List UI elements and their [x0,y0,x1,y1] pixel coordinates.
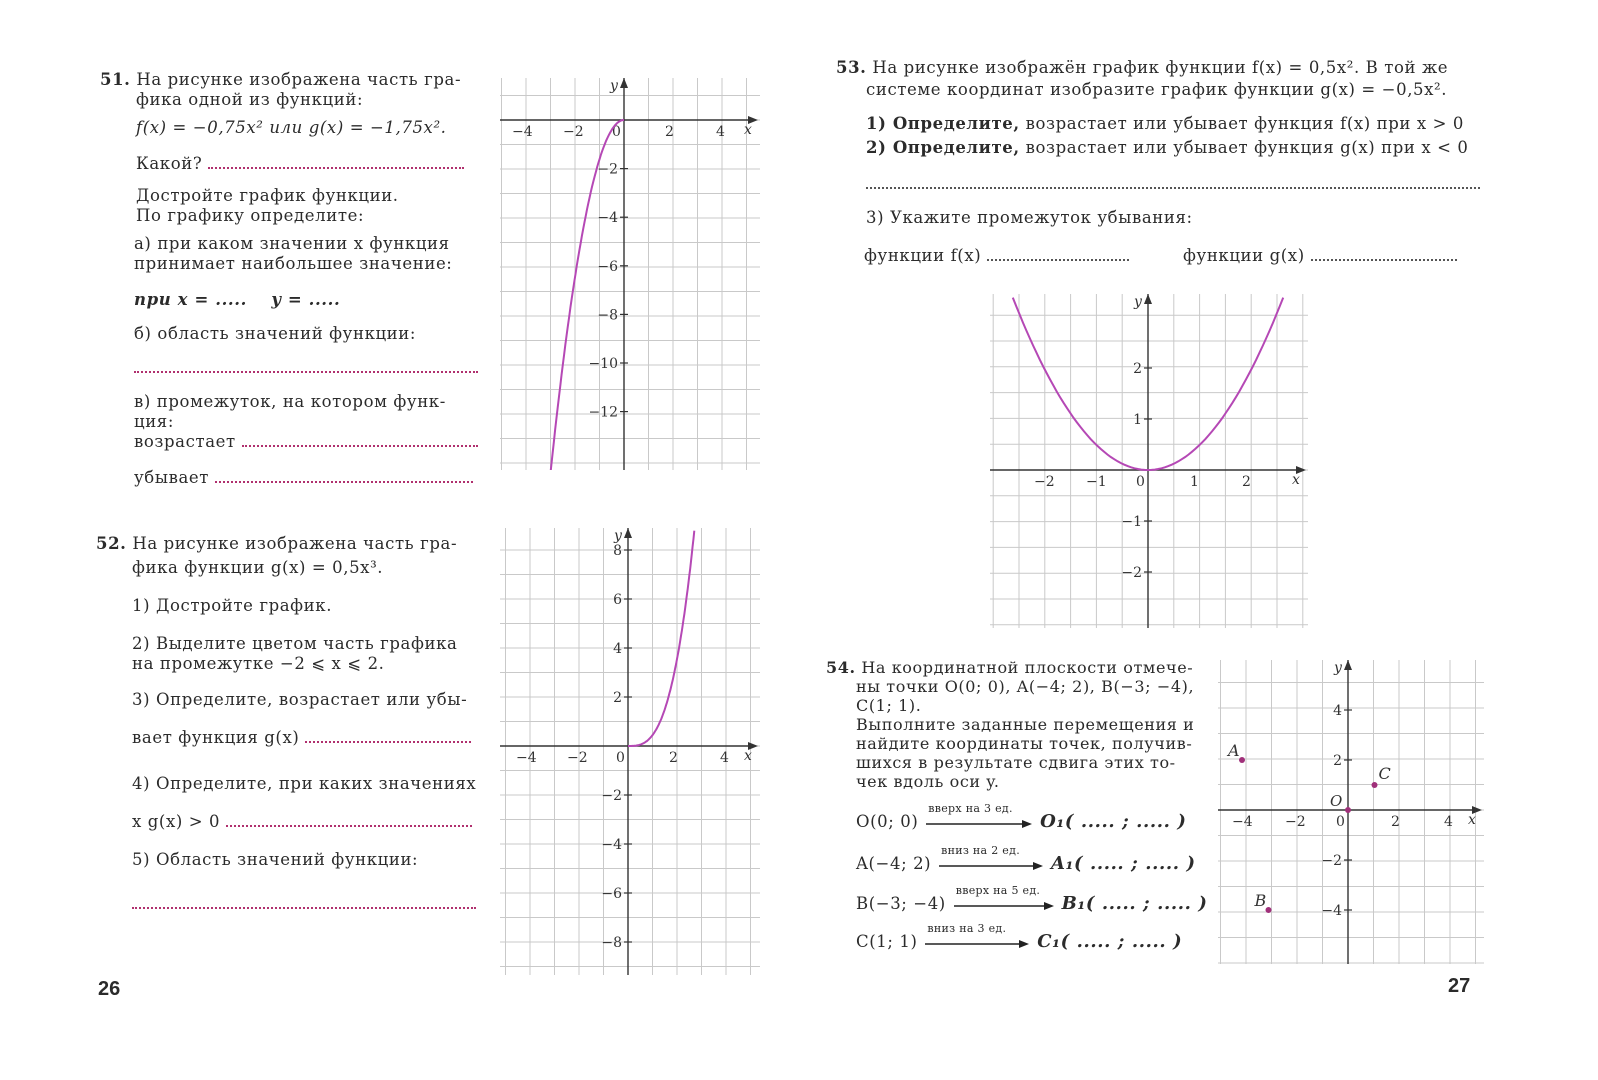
graph-52-curve [628,531,694,746]
ex52-q4-row [96,812,476,832]
graph-52-tick-labels [516,528,752,951]
ex51-a-answer-x[interactable]: при x = ..... [134,290,247,309]
ex51-increase-row [100,432,478,452]
ex52-q3-row [96,728,476,748]
graph-51 [500,70,760,470]
ex52-q3-line1: 3) Определите, возрастает или убы- [132,690,468,709]
move-3-label: вниз на 3 ед. [927,922,1007,935]
point-marker [1345,807,1351,813]
y-axis-label: y [614,528,622,544]
x-axis-label: x [744,122,752,138]
page-number-left: 26 [98,978,121,1000]
y-tick-label: −4 [597,210,618,227]
ex51-b: б) область значений функции: [134,324,417,343]
arrow-right-icon [954,901,1054,911]
ex54-move-3 [856,922,1183,952]
ex53-q1-bold: 1) Определите, [866,114,1020,133]
y-tick-label: 4 [613,641,622,657]
graph-54-tick-labels [1232,660,1476,919]
point-label: B [1254,891,1267,910]
ex51-text [100,70,478,488]
ex53-q2-rest: возрастает или убывает функция g(x) при x < 0 [1025,138,1469,157]
ex52-q5-answer-line[interactable] [132,899,476,909]
move-0-arrow [926,802,1032,827]
x-tick-label: 0 [1136,474,1145,490]
ex51-v-line1: в) промежуток, на котором функ- [134,392,446,411]
y-tick-label: −8 [597,307,618,324]
x-tick-label: 0 [612,124,621,140]
x-tick-label: −2 [567,750,588,766]
point-marker [1239,757,1245,763]
y-tick-label: −2 [1321,853,1342,869]
graph-53 [990,288,1308,628]
ex54-l2: ны точки O(0; 0), A(−4; 2), B(−3; −4), [856,677,1195,696]
ex53-q3: 3) Укажите промежуток убывания: [866,208,1193,227]
ex52-q4-line1: 4) Определите, при каких значениях [132,774,477,793]
ex51-which-row [100,154,478,174]
move-1-label: вниз на 2 ед. [941,844,1020,857]
y-tick-label: −2 [1121,565,1142,581]
graph-53-grid [990,294,1308,628]
ex54-l4: Выполните заданные перемещения и [856,715,1195,734]
x-tick-label: 0 [616,750,625,766]
y-tick-label: −8 [601,935,622,951]
ex52-q2-line1: 2) Выделите цветом часть графика [132,634,458,653]
ex54-l5: найдите координаты точек, получив- [856,734,1193,753]
x-tick-label: −4 [516,750,537,766]
ex53-func-f: функции f(x) [864,246,982,265]
y-tick-label: −12 [588,404,618,421]
ex53-text [836,58,1480,266]
move-1-from: A(−4; 2) [856,854,932,873]
move-3-from: C(1; 1) [856,932,918,951]
ex51-line1: На рисунке изображена часть гра- [136,70,462,89]
x-tick-label: 2 [1391,814,1400,830]
x-tick-label: 2 [665,124,674,140]
move-2-label: вверх на 5 ед. [955,884,1041,897]
x-axis-label: x [744,748,752,764]
x-tick-label: 0 [1336,814,1345,830]
y-tick-label: −4 [1321,903,1342,919]
origin-label: O [1330,792,1343,810]
x-tick-label: −4 [512,124,533,140]
ex53-q2 [836,138,1480,158]
ex51-by-graph: По графику определите: [136,206,365,225]
x-tick-label: 4 [1444,814,1453,830]
ex53-q1 [836,114,1480,134]
x-axis-label: x [1292,472,1300,488]
ex53-func-g: функции g(x) [1183,246,1305,265]
y-tick-label: 1 [1133,412,1142,428]
x-axis-label: x [1468,812,1476,828]
y-tick-label: 6 [613,592,622,608]
y-tick-label: 2 [1133,361,1142,377]
move-3-arrow [925,922,1029,947]
ex53-line1: На рисунке изображён график функции f(x) = 0,5x². В той же [872,58,1449,77]
x-tick-label: 2 [1242,474,1251,490]
y-tick-label: −1 [1121,514,1142,530]
ex51-a-line2: принимает наибольшее значение: [134,254,453,273]
ex54-move-0 [856,802,1187,832]
move-3-to[interactable]: C₁( ..... ; ..... ) [1037,931,1183,952]
move-1-arrow [939,844,1043,869]
ex52-q5: 5) Область значений функции: [132,850,419,869]
ex53-func-row [836,246,1480,266]
x-tick-label: 2 [669,750,678,766]
move-0-from: O(0; 0) [856,812,919,831]
ex51-increases-answer-line[interactable] [242,437,478,447]
y-axis-label: y [1134,294,1142,310]
move-1-to[interactable]: A₁( ..... ; ..... ) [1050,853,1196,874]
ex54-l7: чек вдоль оси y. [856,772,1000,791]
ex54-number: 54. [826,658,856,677]
ex52-q3-line2: вает функция g(x) [132,728,300,747]
ex54-l1: На координатной плоскости отмече- [861,658,1194,677]
page-number-right: 27 [1448,975,1471,997]
x-tick-label: −1 [1086,474,1107,490]
y-axis-label: y [610,78,618,94]
ex53-line2: системе координат изобразите график функции g(x) = −0,5x². [866,80,1448,99]
ex51-line2: фика одной из функций: [136,90,364,109]
move-0-label: вверх на 3 ед. [928,802,1013,815]
arrow-right-icon [926,819,1032,829]
ex51-a-line1: а) при каком значении x функция [134,234,450,253]
x-tick-label: 4 [716,124,725,140]
ex54-l3: C(1; 1). [856,696,922,715]
y-tick-label: 2 [613,690,622,706]
graph-53-axes [990,294,1306,628]
x-tick-label: −2 [1285,814,1306,830]
ex54-text [826,658,1194,791]
arrow-right-icon [925,939,1029,949]
ex52-number: 52. [96,534,127,553]
ex51-decreases-answer-line[interactable] [215,473,473,483]
ex52-line1: На рисунке изображена часть гра- [132,534,458,553]
graph-54-grid [1218,660,1484,964]
move-2-to[interactable]: B₁( ..... ; ..... ) [1061,893,1208,914]
x-tick-label: −4 [1232,814,1253,830]
move-0-to[interactable]: O₁( ..... ; ..... ) [1040,811,1187,832]
point-label: C [1378,764,1391,783]
y-tick-label: 2 [1333,753,1342,769]
y-tick-label: −2 [597,161,618,178]
graph-53-tick-labels [1034,294,1300,581]
ex53-q2-answer-line[interactable] [866,179,1480,189]
ex51-v-line2: ция: [134,412,174,431]
ex52-text [96,534,476,914]
x-tick-label: −2 [563,124,584,140]
ex53-func-g-answer-line[interactable] [1311,251,1457,261]
point-marker [1266,907,1272,913]
x-tick-label: 4 [720,750,729,766]
ex52-q1: 1) Достройте график. [132,596,333,615]
x-tick-label: 1 [1190,474,1199,490]
ex51-a-answer-row [100,290,478,310]
ex53-number: 53. [836,58,867,77]
ex51-which-answer-line[interactable] [208,159,464,169]
y-tick-label: −4 [601,837,622,853]
ex51-decrease-row [100,468,478,488]
ex52-q3-answer-line[interactable] [305,733,471,743]
ex53-q1-rest: возрастает или убывает функция f(x) при x > 0 [1025,114,1464,133]
ex51-a-answer-y[interactable]: y = ..... [271,290,341,309]
graph-51-tick-labels [512,78,752,421]
y-tick-label: 4 [1333,703,1342,719]
ex51-functions: f(x) = −0,75x² или g(x) = −1,75x². [136,118,447,137]
ex53-func-f-answer-line[interactable] [987,251,1129,261]
point-marker [1372,782,1378,788]
y-tick-label: −10 [588,356,618,372]
y-tick-label: 8 [613,543,622,559]
ex51-b-answer-line[interactable] [134,363,478,373]
ex51-increases-label: возрастает [134,432,236,451]
ex51-decreases-label: убывает [134,468,209,487]
graph-54 [1218,654,1484,964]
ex52-q4-answer-line[interactable] [226,817,472,827]
ex54-move-2 [856,884,1208,914]
y-axis-label: y [1334,660,1342,676]
arrow-right-icon [939,861,1043,871]
graph-52 [500,520,760,975]
ex53-q2-bold: 2) Определите, [866,138,1020,157]
y-tick-label: −2 [601,788,622,804]
move-2-from: B(−3; −4) [856,894,946,913]
ex51-which: Какой? [136,154,203,173]
move-2-arrow [954,884,1054,909]
ex51-complete: Достройте график функции. [136,186,399,205]
y-tick-label: −6 [601,886,622,902]
ex52-q2-line2: на промежутке −2 ⩽ x ⩽ 2. [132,654,385,673]
y-tick-label: −6 [597,258,618,275]
point-label: A [1228,741,1240,760]
ex54-move-1 [856,844,1196,874]
ex54-l6: шихся в результате сдвига этих то- [856,753,1176,772]
ex52-q4-line2: x g(x) > 0 [132,812,221,831]
ex52-line2: фика функции g(x) = 0,5x³. [132,558,384,577]
ex51-number: 51. [100,70,131,89]
x-tick-label: −2 [1034,474,1055,490]
